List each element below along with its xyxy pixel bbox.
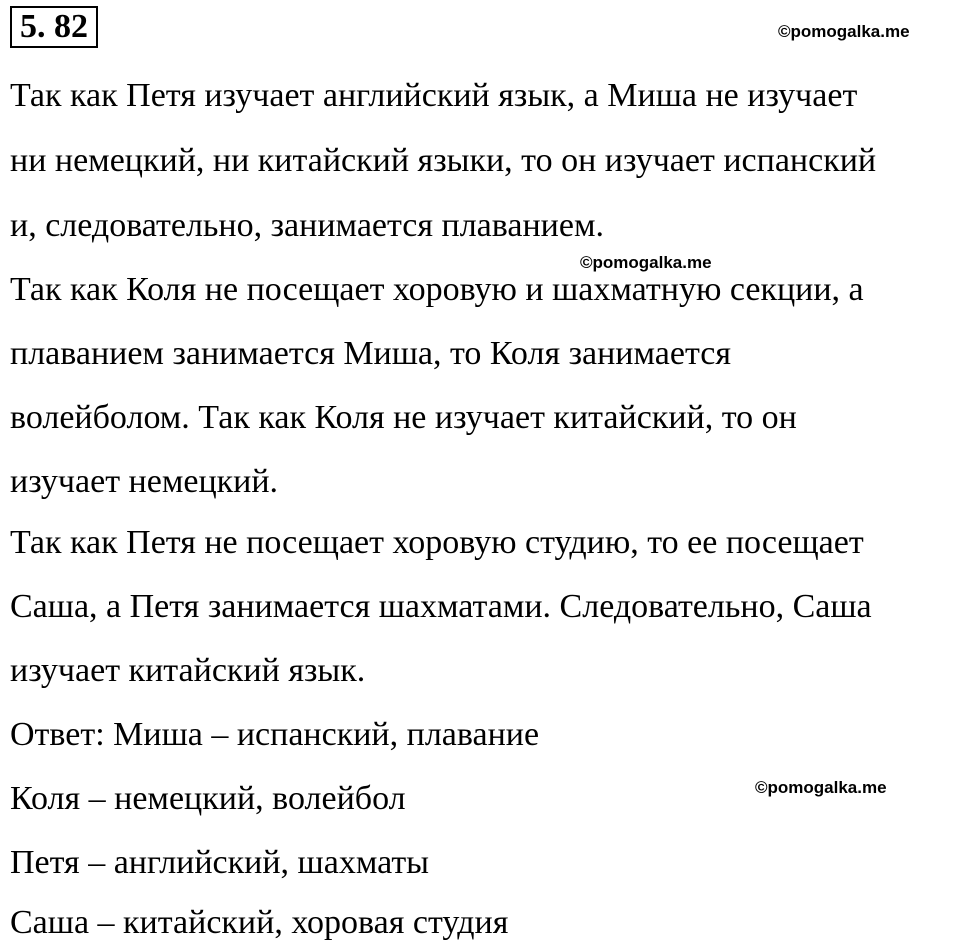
answer-line: Саша – китайский, хоровая студия [10, 904, 509, 941]
problem-number: 5. 82 [10, 6, 98, 48]
answer-line: Петя – английский, шахматы [10, 844, 430, 881]
watermark-top: ©pomogalka.me [778, 22, 910, 41]
solution-line: ни немецкий, ни китайский языки, то он изучает испанский [10, 142, 877, 179]
watermark-bottom: ©pomogalka.me [755, 778, 887, 797]
solution-line: Так как Петя изучает английский язык, а Миша не изучает [10, 77, 858, 114]
solution-line: волейболом. Так как Коля не изучает китайский, то он [10, 399, 797, 436]
answer-line: Ответ: Миша – испанский, плавание [10, 716, 540, 753]
solution-line: плаванием занимается Миша, то Коля занимается [10, 335, 731, 372]
solution-line: Так как Петя не посещает хоровую студию, то ее посещает [10, 524, 864, 561]
answer-line: Коля – немецкий, волейбол [10, 780, 406, 817]
solution-line: и, следовательно, занимается плаванием. [10, 207, 604, 244]
solution-line: изучает китайский язык. [10, 652, 366, 689]
solution-line: Саша, а Петя занимается шахматами. Следовательно, Саша [10, 588, 872, 625]
solution-line: Так как Коля не посещает хоровую и шахматную секции, а [10, 271, 864, 308]
solution-line: изучает немецкий. [10, 463, 279, 500]
watermark-middle: ©pomogalka.me [580, 253, 712, 272]
